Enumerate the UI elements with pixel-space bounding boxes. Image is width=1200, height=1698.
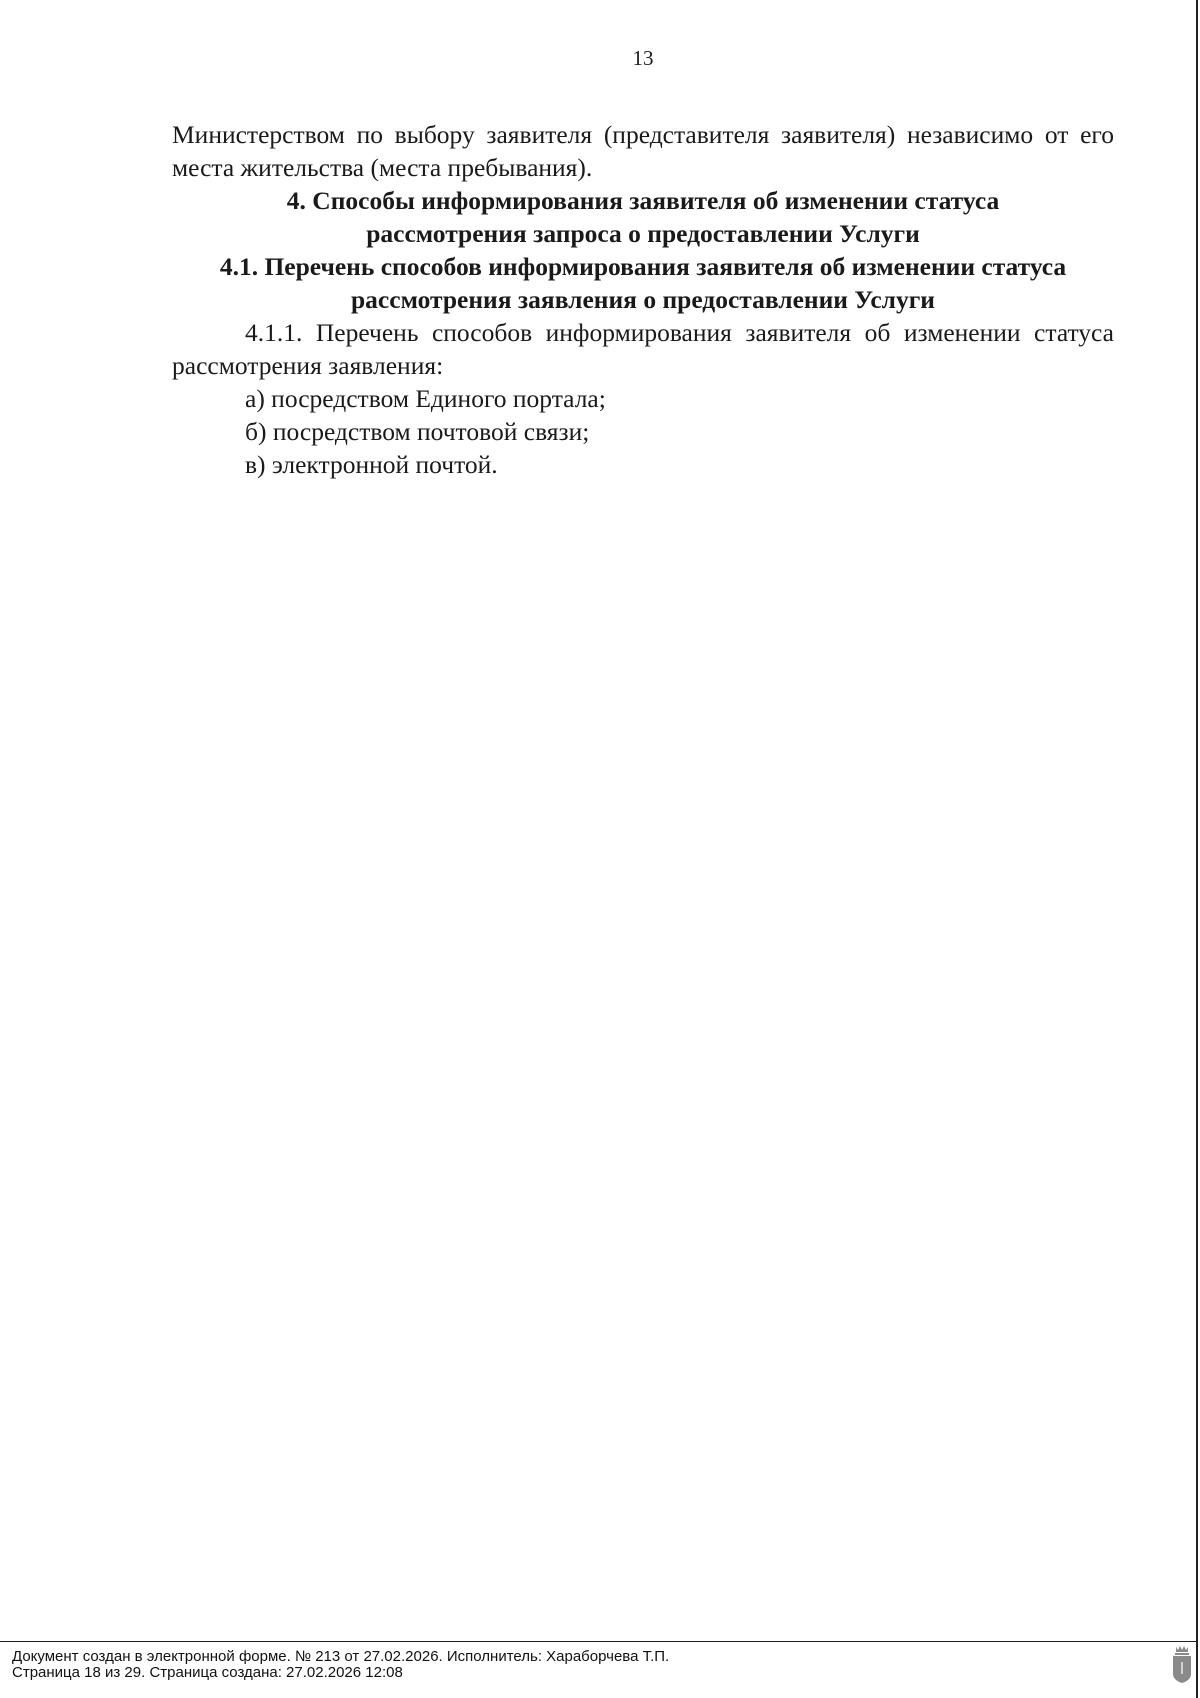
coat-of-arms-icon <box>1170 1644 1194 1684</box>
list-item: а) посредством Единого портала; <box>245 384 606 413</box>
clause-paragraph: 4.1.1. Перечень способов информирования заявителя об изменении статуса рассмотрения заявления: <box>172 318 1114 380</box>
list-item: в) электронной почтой. <box>245 450 498 479</box>
footer-page-info: Страница 18 из 29. Страница создана: 27.02.2026 12:08 <box>12 1664 403 1681</box>
footer-document-info: Документ создан в электронной форме. № 213 от 27.02.2026. Исполнитель: Хараборчева Т.П. <box>12 1648 670 1665</box>
footer-divider <box>0 1641 1196 1642</box>
section-heading: 4. Способы информирования заявителя об изменении статуса рассмотрения запроса о предоставлении Услуги <box>286 186 1000 248</box>
document-body <box>172 118 1114 481</box>
document-footer <box>12 1649 669 1681</box>
page-number: 13 <box>632 46 654 70</box>
list-item: б) посредством почтовой связи; <box>245 417 590 446</box>
intro-paragraph: Министерством по выбору заявителя (представителя заявителя) независимо от его места жительства (места пребывания). <box>172 120 1114 182</box>
page-right-border <box>1196 0 1198 1698</box>
subsection-heading: 4.1. Перечень способов информирования заявителя об изменении статуса рассмотрения заявления о предоставлении Услуги <box>219 252 1067 314</box>
